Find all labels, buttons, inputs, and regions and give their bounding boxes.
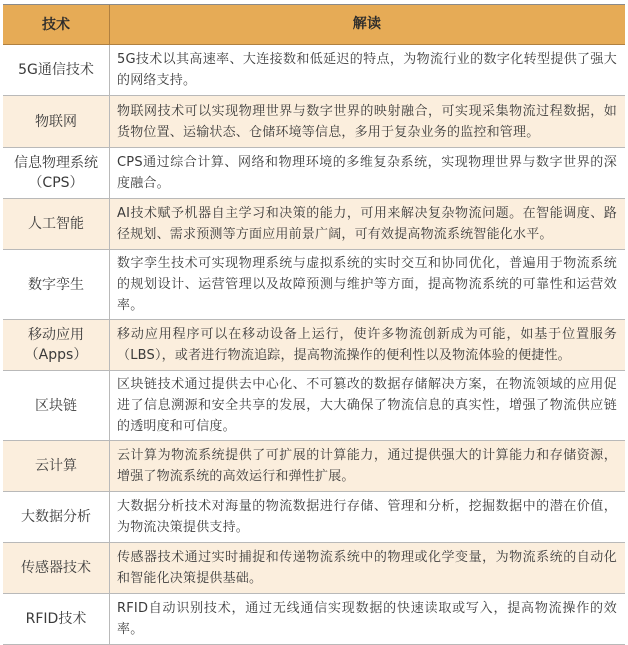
table-row <box>3 441 625 492</box>
table-row <box>3 492 625 543</box>
header-tech: 技术 <box>3 5 110 44</box>
table-row <box>3 594 625 645</box>
tech-cell: 大数据分析 <box>3 492 110 542</box>
table-row <box>3 148 625 199</box>
tech-cell: RFID技术 <box>3 594 110 644</box>
desc-cell: 大数据分析技术对海量的物流数据进行存储、管理和分析，挖掘数据中的潜在价值，为物流决策提供支持。 <box>117 499 617 535</box>
tech-cell: 传感器技术 <box>3 543 110 593</box>
desc-cell: CPS通过综合计算、网络和物理环境的多维复杂系统，实现物理世界与数字世界的深度融合。 <box>117 155 617 191</box>
desc-cell: 物联网技术可以实现物理世界与数字世界的映射融合，可实现采集物流过程数据，如货物位置、运输状态、仓储环境等信息，多用于复杂业务的监控和管理。 <box>117 103 617 140</box>
tech-cell: 物联网 <box>3 96 110 147</box>
desc-cell: 移动应用程序可以在移动设备上运行，使许多物流创新成为可能，如基于位置服务（LBS），或者进行物流追踪，提高物流操作的便利性以及物流体验的便捷性。 <box>117 327 617 363</box>
tech-cell: 信息物理系统（CPS） <box>3 148 110 198</box>
table-row <box>3 320 625 371</box>
table-row <box>3 371 625 441</box>
tech-cell: 移动应用（Apps） <box>3 320 110 370</box>
table-row <box>3 543 625 594</box>
technology-table <box>3 4 625 645</box>
desc-cell: 区块链技术通过提供去中心化、不可篡改的数据存储解决方案，在物流领域的应用促进了信息溯源和安全共享的发展，大大确保了物流信息的真实性，增强了物流供应链的透明度和可信度。 <box>117 377 617 434</box>
tech-cell: 区块链 <box>3 371 110 440</box>
tech-cell: 5G通信技术 <box>3 45 110 95</box>
table-row <box>3 250 625 320</box>
desc-cell: 5G技术以其高速率、大连接数和低延迟的特点，为物流行业的数字化转型提供了强大的网络支持。 <box>117 52 617 88</box>
desc-cell: RFID自动识别技术，通过无线通信实现数据的快速读取或写入，提高物流操作的效率。 <box>117 601 617 637</box>
tech-cell: 云计算 <box>3 441 110 491</box>
desc-cell: 传感器技术通过实时捕捉和传递物流系统中的物理或化学变量，为物流系统的自动化和智能化决策提供基础。 <box>117 550 617 586</box>
desc-cell: AI技术赋予机器自主学习和决策的能力，可用来解决复杂物流问题。在智能调度、路径规划、需求预测等方面应用前景广阔，可有效提高物流系统智能化水平。 <box>117 206 617 242</box>
header-desc: 解读 <box>352 16 382 32</box>
desc-cell: 云计算为物流系统提供了可扩展的计算能力，通过提供强大的计算能力和存储资源，增强了物流系统的高效运行和弹性扩展。 <box>117 448 617 484</box>
table-row <box>3 45 625 96</box>
desc-cell: 数字孪生技术可实现物理系统与虚拟系统的实时交互和协同优化，普遍用于物流系统的规划设计、运营管理以及故障预测与维护等方面，提高物流系统的可靠性和运营效率。 <box>117 256 617 313</box>
tech-cell: 人工智能 <box>3 199 110 249</box>
table-header <box>3 5 625 45</box>
table-row <box>3 199 625 250</box>
tech-cell: 数字孪生 <box>3 250 110 319</box>
table-row <box>3 96 625 148</box>
